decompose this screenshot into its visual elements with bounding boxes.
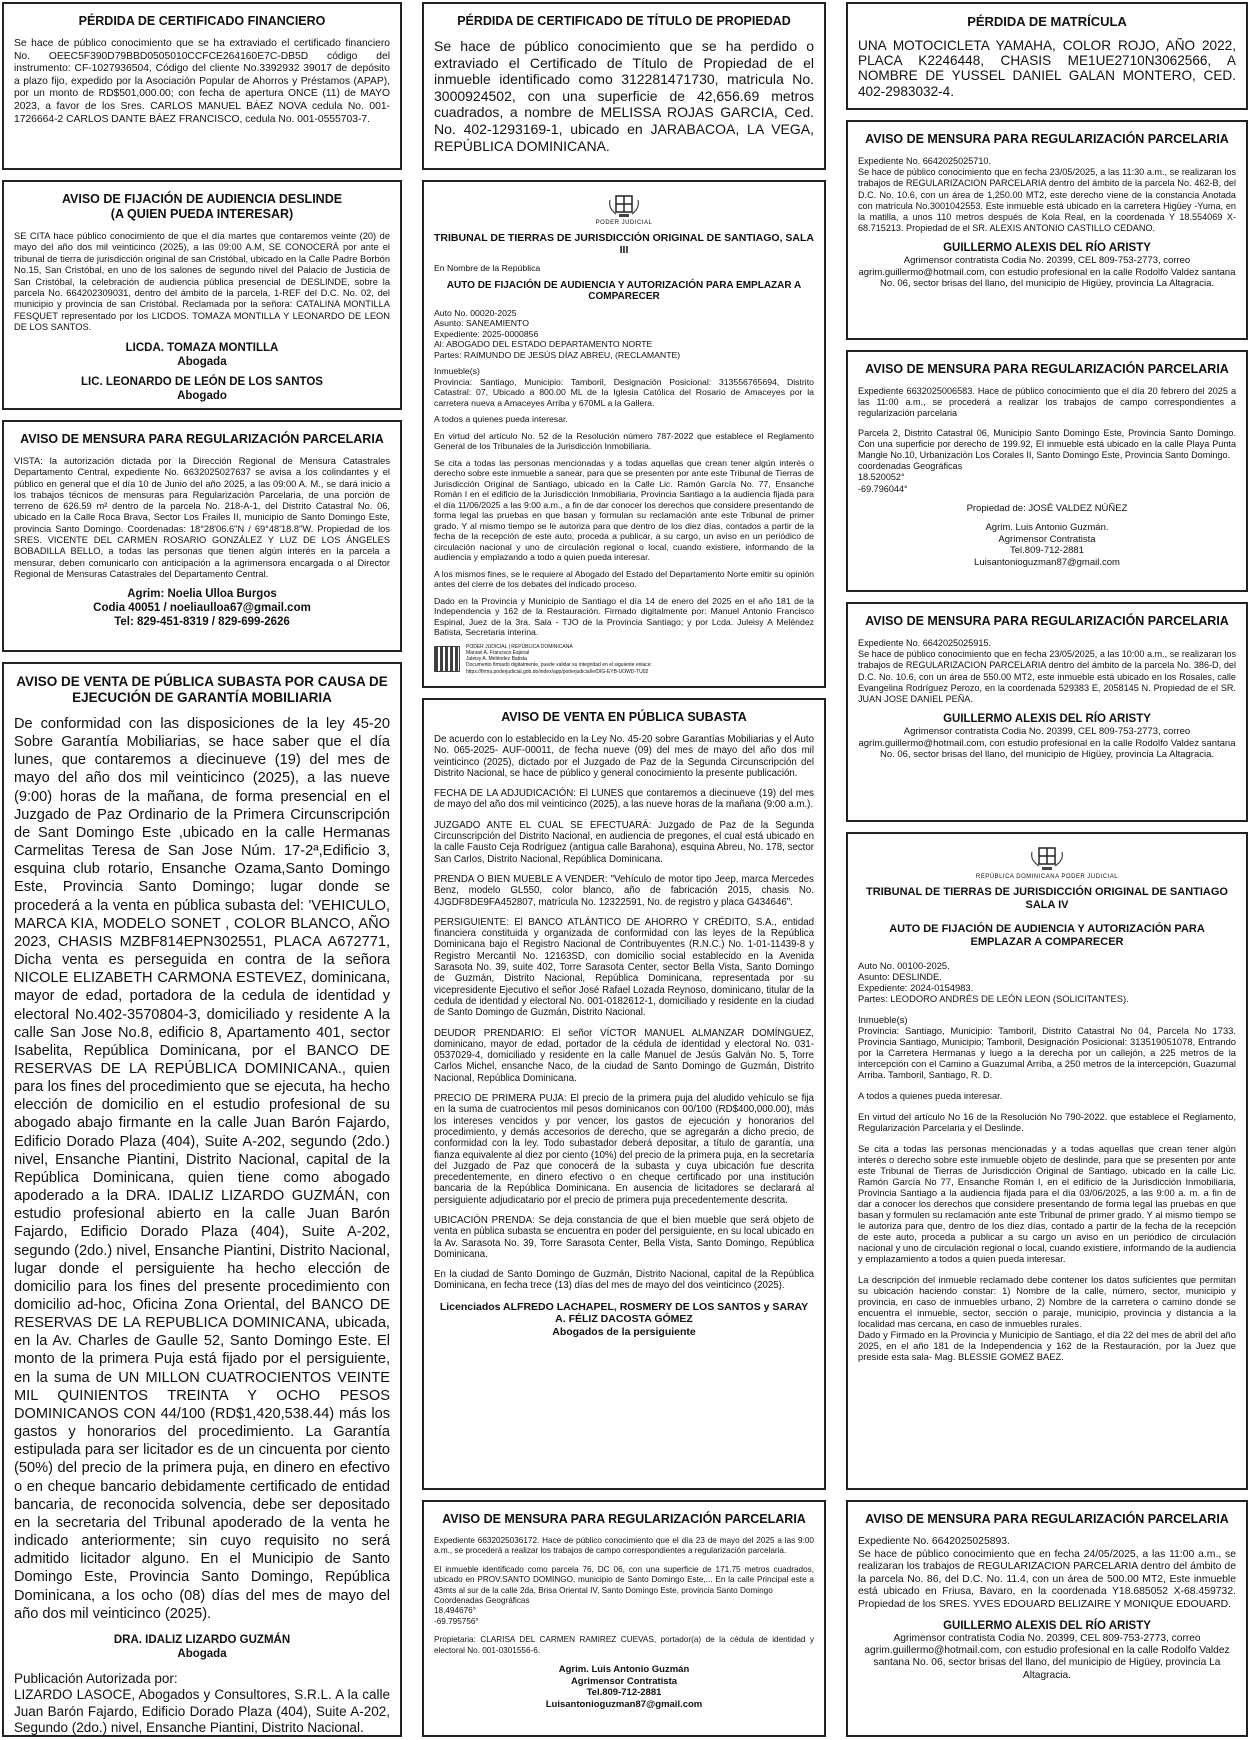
digital-signature-row: [434, 644, 814, 675]
notice-title: TRIBUNAL DE TIERRAS DE JURISDICCIÓN ORIGINAL DE SANTIAGO, SALA III: [434, 232, 814, 256]
notice-audiencia-deslinde: [2, 180, 402, 410]
notice-mensura-col1: [2, 420, 402, 652]
signature-name: GUILLERMO ALEXIS DEL RÍO ARISTY: [943, 242, 1151, 255]
notice-paragraph: FECHA DE LA ADJUDICACIÓN: El LUNES que contaremos a diecinueve (19) del mes de mayo del año dos mil veinticinco (2025), a las nueve horas de la mañana (9:00 a.m.).: [434, 788, 814, 811]
signature-names: Licenciados ALFREDO LACHAPEL, ROSMERY DE LOS SANTOS y SARAY A. FÉLIZ DACOSTA GÓMEZ: [439, 1300, 809, 1326]
notice-paragraph: En virtud del artículo No. 52 de la Resolución número 787-2022 que establece el Reglamento General de los Tribunales de la Jurisdicción Inmobiliaria.: [434, 430, 814, 451]
notice-title: AVISO DE MENSURA PARA REGULARIZACIÓN PARCELARIA: [442, 1512, 806, 1526]
coat-of-arms-icon: [1027, 844, 1067, 872]
notice-venta-publica-subasta: [422, 698, 826, 1490]
notice-paragraph: El inmueble identificado como parcela 76, DC 06, con una superficie de 171.75 metros cuadrados, ubicado en PROV.SANTO DOMINGO, municipio de Santo Domingo Este,... En la calle Principal este a 43mts al sur de la calle 2da, Brisa Oriental IV, Santo Domingo Este, provincia Santo Domingo Coordenadas Geográficas 18.494676° -69.795756°: [434, 1564, 814, 1626]
publication-intro: Publicación Autorizada por:: [14, 1670, 178, 1686]
coat-of-arms-icon: [607, 192, 641, 218]
signature-name: GUILLERMO ALEXIS DEL RÍO ARISTY: [943, 1619, 1151, 1632]
notice-paragraph: PERSIGUIENTE: El BANCO ATLÁNTICO DE AHORRO Y CRÉDITO, S.A., entidad financiera constituida y organizada de conformidad con las leyes de la República Dominicana bajo el Registro Nacional de Contribuyentes (R.N.C.) No. 1-01-11439-8 y Registro Mercantil No. 12163SD, con domicilio social establecido en la Avenida Sarasota No. 39, suite 402, Torre Sarasota Center, sector Bella Vista, Santo Domingo de Guzmán, Distrito Nacional, República Dominicana, representada por su vicepresidente Ejecutivo el señor José Rafael Lozada Reynoso, dominicano, titular de la cedula de identidad y electoral No. 001-0182612-1, domiciliado y residente en la ciudad de Santo Domingo de Guzmán, Distrito Nacional.: [434, 916, 814, 1019]
notice-body: Se hace de público conocimiento que se ha extraviado el certificado financiero No. OEEC5F390D79BBD0505010CCFCE264160E7C-DB5D código del instrumento: CF-1027936504, Código del cliente No.3392932 39017 de depósito a plazo fijo, expedido por la Asociación Popular de Ahorros y Préstamos (APAP), por un monto de RD$501,000.00; con fecha de apertura ONCE (11) de MAYO 2023, a favor de los Sres. CARLOS MANUEL BÁEZ NOVA cedula No. 001-1726664-2 CARLOS DANTE BÁEZ FRANCISCO, cedula No. 001-0555703-7.: [14, 38, 390, 125]
notice-mensura-col2: [422, 1500, 826, 1737]
digital-signature-text: PODER JUDICIAL | REPÚBLICA DOMINICANA Manuel A. Francisco Espinal Juleisy A. Meléndez Batista Documento firmado digitalmente, puede validar su integridad en el siguiente enlace: https://firma.poderjudicial.gob.do/index/app/poderjudicial/e/DIG-EYB-UOWD-TU02: [466, 643, 652, 675]
notice-certificado-financiero: [2, 2, 402, 170]
notice-body: VISTA: la autorización dictada por la Dirección Regional de Mensura Catastrales Departamento Central, expediente No. 6632025027637 se avisa a los colindantes y el público en general que el día 10 de Junio del año 2025, a las 09:00 A. M., se dará inicio a los trabajos técnicos de mensuras para Regularización Parcelaria, de una porción de terreno de 626.59 m² dentro de la parcela No. 218-A-1, del Distrito Catastral No. 06, ubicado en la Calle Roca Brava, Sector Los Frailes II, municipio de Santo Domingo Este, provincia Santo Domingo. Coordenadas: 18°28'06.6"N / 69°48'18.8"W. Propiedad de los SRES. VICENTE DEL CARMEN ROSARIO GONZÁLEZ Y LUZ DE LOS ÁNGELES BOBADILLA BELLO, a todas las personas que tienen algún interés en la parcela a mensurar, deben comunicarlo con anticipación a la agrimensora encargada o al Director Regional de Mensuras Catastrales del Departamento Central.: [14, 456, 390, 579]
notice-title: AVISO DE VENTA EN PÚBLICA SUBASTA: [501, 710, 747, 724]
signature-name: Agrim. Luis Antonio Guzmán.: [985, 522, 1109, 534]
notice-paragraph: Expediente 6632025006583. Hace de público conocimiento que el día 20 febrero del 2025 a las 11:00 a.m., se procederá a realizar los trabajos de campo correspondientes a regularización parcelaria: [858, 386, 1236, 419]
signature-role: Abogada: [177, 1647, 227, 1660]
notice-title: PÉRDIDA DE CERTIFICADO DE TÍTULO DE PROPIEDAD: [457, 14, 791, 28]
notice-paragraph: Se cita a todas las personas mencionadas y a todas aquellas que crean tener algún interés o derecho sobre este inmueble objeto de deslinde, para que se presenten por ante este Tribunal de Tierras de Jurisdicción Original de Santiago. ubicado en la calle Lic. Ramón García No 77, Ensanche Román I, en el edificio de la Jurisdicción Inmobiliaria, Provincia Santiago a la audiencia fijada para el día 03/06/2025, a las 9:00 a. m. a fin de dar a conocer los derechos que considere presentando de forma legal las pruebas en que basan y formulen su reclamación ante este Tribunal de primer grado. Y al mismo tiempo se le autoriza para que, dentro de los diez días, contado a partir de la fecha de la recepción de este auto, proceda a publicar a su cargo un aviso en un periódico de circulación nacional y uno de circulación regional o local, cuando existiere, informando de la audiencia y emplazamiento a todos a quien pueda interesar.: [858, 1143, 1236, 1264]
signature-phone: Tel.809-712-2881: [586, 1687, 662, 1699]
notice-body: UNA MOTOCICLETA YAMAHA, COLOR ROJO, AÑO 2022, PLACA K2246448, CHASIS ME1UE2710N3062566, A NOMBRE DE YUSSEL DANIEL GALAN MONTERO, CED. 402-2983032-4.: [858, 38, 1236, 99]
notice-body: Expediente No. 6642025025915. Se hace de público conocimiento que en fecha 23/05/2025, a las 10:00 a.m., se realizaran los trabajos de REGULARIZACION PARCELARIA dentro del ámbito de la parcela No. 386-D, del D.C. No. 10.6, con un área de 550.00 MT2, este inmueble está ubicado en los Rosales, calle Evangelina Rodríguez Perozo, en la coordenada 529383 E, 2058145 N. Propiedad de el SR. JUAN JOSE DANIEL PEÑA.: [858, 638, 1236, 705]
notice-tribunal-sala-iv: [846, 832, 1248, 1490]
signature-email: Luisantonioguzman87@gmail.com: [974, 556, 1120, 568]
signature-role: Abogados de la persiguiente: [552, 1325, 696, 1338]
logo-caption: PODER JUDICIAL: [595, 220, 653, 226]
notice-paragraph: Propietaria: CLARISA DEL CARMEN RAMIREZ CUEVAS, portador(a) de la cédula de identidad y electoral No. 001-0301556-6.: [434, 1635, 814, 1655]
notice-mensura-col3-1: [846, 120, 1248, 340]
notice-title: AVISO DE MENSURA PARA REGULARIZACIÓN PARCELARIA: [865, 614, 1229, 628]
notice-title: AVISO DE MENSURA PARA REGULARIZACIÓN PARCELARIA: [865, 1512, 1229, 1526]
notice-title: AVISO DE FIJACIÓN DE AUDIENCIA DESLINDE: [61, 192, 343, 206]
notice-paragraph: La descripción del inmueble reclamado debe contener los datos suficientes que permitan su ubicación haciendo constar: 1) Nombre de la calle, número, sector, municipio y provincia, en caso de inmuebles urbano, 2) Nombre de la carretera o camino donde se encuentra el inmueble, sector, sección o paraje, municipio, provincia y distancia a la localidad mas cercana, en caso de inmuebles rurales. Dado y Firmado en la Provincia y Municipio de Santiago, el día 22 del mes de abril del año 2025, en el año 181 de la Independencia y 162 de la Restauración, por la Juez que preside esta sala- Mag. BLESSIE GOMEZ BAEZ.: [858, 1274, 1236, 1362]
signature-role: Agrimensor Contratista: [570, 1675, 678, 1687]
notice-body: De conformidad con las disposiciones de la ley 45-20 Sobre Garantía Mobiliarias, se hace saber que el día lunes, que contaremos a diecinueve (19) del mes de mayo del año dos mil veinticinco (2025), a las nueve (9:00) horas de la mañana, de forma presencial en el Juzgado de Paz Ordinario de la Primera Circunscripción de Sant Domingo Este ,ubicado en la calle Hermanas Carmelitas Teresa de San Jose Núm. 17-2ª,Edificio 3, esquina club rotario, Ensanche Ozama,Santo Domingo Este, Provincia Santo Domingo; lugar donde se procederá a la venta en pública subasta del: 'VEHICULO, MARCA KIA, MODELO SONET , COLOR BLANCO, AÑO 2023, CHASIS MZBF814EPN302551, PLACA A672771, Dicha venta es perseguida en contra de la señora NICOLE ELIZABETH CARMONA ESTEVEZ, dominicana, mayor de edad, portadora de la cedula de identidad y electoral No.402-3570804-3, domiciliado y residente A la calle San Jose No.8, edificio 8, Apartamento 401, sector Isabelita, República Dominicana, por el BANCO DE RESERVAS DE LA REPÚBLICA DOMINICANA., quien para los fines del procedimiento que se ejecuta, ha hecho elección de domicilio en el estudio profesional de su abogado abajo firmante en la calle Juan Barón Fajardo, Edificio Dorado Plaza (404), Suite A-202, segundo (2do.) nivel, Ensanche Piantini, Distrito Nacional, capital de la República Dominicana, quien tiene como abogado apoderado a la DRA. IDALIZ LIZARDO GUZMÁN, con estudio profesional abierto en la calle Juan Barón Fajardo, Edificio Dorado Plaza (404), Suite A-202, segundo (2do.) nivel, Ensanche Piantini, Distrito Nacional, lugar donde el persiguiente ha hecho elección de domicilio para los fines del presente procedimiento con domicilio ad-hoc, Oficina Zona Oriental, del BANCO DE RESERVAS DE LA REPUBLICA DOMINICANA, ubicada, en la Av. Charles de Gaulle 52, Santo Domingo Este. El monto de la primera Puja está fijado por el persiguiente, en la suma de UN MILLON CUATROCIENTOS VEINTE MIL QUINIENTOS TREINTA Y OCHO PESOS DOMINICANOS CON 44/100 (RD$1,420,538.44) más los gastos y honorarios del procedimiento. La Garantía estipulada para ser licitador es de un cincuenta por ciento (50%) del precio de la primera puja, en dinero en efectivo o en cheque bancario debidamente certificado de entidad bancaria, de reconocida solvencia, debe ser depositado en la secretaria del Tribunal apoderado de la venta he indicado anteriormente; sin cuyo requisito no será admitido licitador alguno. En el Municipio de Santo Domingo Este, Provincia Santo Domingo, República Dominicana, a los ocho (08) días del mes de mayo del año dos mil veinticinco (2025).: [14, 716, 390, 1622]
auto-info: Auto No. 00020-2025 Asunto: SANEAMIENTO Expediente: 2025-0000856 Al: ABOGADO DEL ESTADO DEPARTAMENTO NORTE Partes: RAIMUNDO DE JESÚS DÍAZ ABREU, (RECLAMANTE): [434, 307, 681, 360]
notice-paragraph: JUZGADO ANTE EL CUAL SE EFECTUARÁ: Juzgado de Paz de la Segunda Circunscripción del Distrito Nacional, en audiencia de pregones, el cual está ubicado en la calle Fausto Ceja Rodríguez (antigua calle Barahona), esquina Abreu, No. 178, sector San Carlos, Distrito Nacional, República Dominicana.: [434, 819, 814, 865]
notice-line: En Nombre de la República: [434, 263, 541, 273]
notice-body: Se hace de público conocimiento que se ha perdido o extraviado el Certificado de Título de Propiedad de el inmueble identificado como 312281471730, matricula No. 3000924502, con una superficie de 42,656.69 metros cuadrados, a nombre de MELISSA ROJAS GARCIA, Ced. No. 402-1293169-1, ubicado en JARABACOA, LA VEGA, REPÚBLICA DOMINICANA.: [434, 38, 814, 154]
notice-title: AVISO DE MENSURA PARA REGULARIZACIÓN PARCELARIA: [865, 132, 1229, 146]
notice-paragraph: PRECIO DE PRIMERA PUJA: El precio de la primera puja del aludido vehículo se fija en la suma de cuatrocientos mil pesos dominicanos con 00/100 (RD$400,000.00), más los intereses vencidos y por vencer, los gastos de ejecución y honorarios del procedimiento, y demás accesorios de derecho, que se agregarán a dicho precio, de conformidad con la ley. Todo subastador deberá depositar, a título de garantía, una fianza equivalente al diez por ciento (10%) del precio de la primera puja, en la secretaría del Juzgado de Paz que conocerá de la subasta y cuya ubicación fue descrita precedentemente, en dinero efectivo o en cheque certificado por una institución bancaria de la República Dominicana. En ausencia de licitadores se declarará al persiguiente adjudicatario por el precio de primera puja precedentemente descrita.: [434, 1093, 814, 1206]
notice-mensura-col3-2: [846, 350, 1248, 592]
signature-role: Abogado: [177, 389, 227, 402]
notice-paragraph: A todos a quienes pueda interesar.: [434, 414, 568, 424]
notice-paragraph: Parcela 2, Distrito Catastral 06, Municipio Santo Domingo Este, Provincia Santo Domingo. Con una superficie por derecho de 199.92, El inmueble está ubicado en la calle Playa Punta Mangle No.10, Urbanización Los Corales II, Santo Domingo Este, Provincia Santo Domingo. coordenadas Geográficas 18.520052° -69.796044°: [858, 427, 1236, 494]
signature-name: LIC. LEONARDO DE LEÓN DE LOS SANTOS: [81, 375, 323, 388]
notice-paragraph: A los mismos fines, se le requiere al Abogado del Estado del Departamento Norte emitir su opinión antes del cierre de los debates del indicado proceso.: [434, 568, 814, 589]
signature-line: Tel: 829-451-8319 / 829-699-2626: [114, 616, 290, 629]
notice-title: PÉRDIDA DE MATRÍCULA: [967, 14, 1127, 29]
notice-subtitle: (A QUIEN PUEDA INTERESAR): [110, 207, 294, 221]
notice-mensura-col3-3: [846, 602, 1248, 822]
signature-name: Agrim. Luis Antonio Guzmán: [558, 1664, 690, 1676]
notice-paragraph: Se cita a todas las personas mencionadas y a todas aquellas que crean tener algún interés o derecho sobre este inmueble a sanear, para que se presenten por ante este Tribunal de Tierras de Jurisdicción Original de Santiago, ubicado en la Calle Lic. Ramón García No. 77, Ensanche Román I en el edificio de la Jurisdicción Inmobiliaria, Provincia Santiago a la audiencia fijada para el día 11/06/2025 a las 9:00 a.m., a fin de dar conocer los derechos que considere presentando de forma legal las pruebas en que basan y formulan su reclamación ante este Tribunal de primer grado. Y al mismo tiempo se le autoriza para que dentro de los diez días, contados a partir de la fecha de la recepción de este auto, proceda a publicar, a su cargo, un aviso en un periódico de circulación nacional y uno de circulación regional o local, cuando existiere, informando de la audiencia y emplazando a todo a quien pueda interesar.: [434, 457, 814, 562]
notice-body: Expediente No. 6642025025710. Se hace de público conocimiento que en fecha 23/05/2025, a las 11:30 a.m., se realizaran los trabajos de REGULARIZACION PARCELARIA dentro del ámbito de la parcela No. 462-B, del D.C. No. 10.6, con un área de 1,250.00 MT2, este derecho viene de la constancia Anotada con matrícula No.3001042553. Este inmueble está ubicado en la carretera Higüey -Yuma, en la matilla, a unos 110 metros después de Kola Real, en la coordenada Y 18.554069 X-68.715213. Propiedad de el SR. ALEXIS ANTONIO CASTILLO CEDANO.: [858, 156, 1236, 234]
notice-title: TRIBUNAL DE TIERRAS DE JURISDICCIÓN ORIGINAL DE SANTIAGO SALA IV: [865, 886, 1228, 911]
logo-caption: REPÚBLICA DOMINICANA PODER JUDICIAL: [975, 874, 1119, 880]
auto-title: AUTO DE FIJACIÓN DE AUDIENCIA Y AUTORIZACIÓN PARA EMPLAZAR A COMPARECER: [889, 923, 1205, 948]
signature-phone: Tel.809-712-2881: [1010, 545, 1084, 557]
signature-name: DRA. IDALIZ LIZARDO GUZMÁN: [113, 1633, 291, 1646]
notice-tribunal-sala-iii: [422, 180, 826, 688]
owner-line: Propiedad de: JOSÉ VALDEZ NÚÑEZ: [966, 502, 1128, 514]
notice-paragraph: UBICACIÓN PRENDA: Se deja constancia de que el bien mueble que será objeto de venta en pública subasta se encuentra en poder del persiguiente, en su local ubicado en la Av. Sarasota No. 39, Torre Sarasota Center, Bella Vista, Santo Domingo, República Dominicana.: [434, 1214, 814, 1260]
inmueble: Inmueble(s) Provincia: Santiago, Municipio: Tamboril, Distrito Catastral No 04, Parcela No 1733. Provincia Santiago, Municipio; Tamboril, Designación Posicional: 313519051078, Entrando por la Carretera Hermanas y luego a la derecha por un callejón, a 225 metros de la intercepción con el Camino a Guazumal Arriba, a 250 metros de la intercepción, Guazumal Arriba. Tamboril, Santiago, R. D.: [858, 1014, 1236, 1080]
notice-titulo-propiedad: [422, 2, 826, 170]
notice-title: AVISO DE MENSURA PARA REGULARIZACIÓN PARCELARIA: [865, 362, 1229, 376]
notice-mensura-col3-4: [846, 1500, 1248, 1737]
notice-body: Expediente No. 6642025025893. Se hace de público conocimiento que en fecha 24/05/2025, a las 11:00 a.m., se realizaran los trabajos de REGULARIZACION PARCELARIA dentro del ámbito de la parcela No. 86, del D.C. No. 11.4, con un área de 500.00 MT2, Este inmueble está ubicado en Friusa, Bavaro, en la coordenada Y18.685052 X-68.459732. Propiedad de los SRES. YVES EDOUARD BELIZAIRE Y MONIQUE EDOUARD.: [858, 1536, 1236, 1610]
signature-details: Agrimensor contratista Codia No. 20399, CEL 809-753-2773, correo agrim.guillermo@hotmail.com, con estudio profesional en la calle Rodolfo Valdez santana No. 06, sector brisas del llano, del municipio de Higüey, provincia La Altagracia.: [864, 1632, 1230, 1681]
auto-title: AUTO DE FIJACIÓN DE AUDIENCIA Y AUTORIZACIÓN PARA EMPLAZAR A COMPARECER: [446, 279, 802, 302]
notice-title: PÉRDIDA DE CERTIFICADO FINANCIERO: [78, 14, 326, 28]
auto-info: Auto No. 00100-2025. Asunto: DESLINDE. Expediente: 2024-0154983. Partes: LEODORO ANDRÉS DE LEÓN LEON (SOLICITANTES).: [858, 960, 1129, 1004]
signature-role: Abogada: [177, 355, 227, 368]
signature-details: Agrimensor contratista Codia No. 20399, CEL 809-753-2773, correo agrim.guillermo@hotmail.com, con estudio profesional en la calle Rodolfo Valdez santana No. 06, sector brisas del llano, del municipio de Higüey, provincia La Altagracia.: [858, 726, 1236, 761]
notice-paragraph: DEUDOR PRENDARIO: El señor VÍCTOR MANUEL ALMANZAR DOMÍNGUEZ, dominicano, mayor de edad, portador de la cédula de identidad y electoral No. 031-0537029-4, domiciliado y residente en la calle Manuel de Jesús Galván No. 5, Torre Carlos Michel, ensanche Naco, de la ciudad de Santo Domingo de Guzmán, Distrito Nacional, República Dominicana.: [434, 1027, 814, 1084]
notice-subasta-garantia: [2, 662, 402, 1737]
signature-line: Codia 40051 / noeliaulloa67@gmail.com: [93, 602, 311, 615]
notice-paragraph: PRENDA O BIEN MUEBLE A VENDER: "Vehículo de motor tipo Jeep, marca Mercedes Benz, modelo GL550, color blanco, año de fabricación 2015, chasis No. 4JGDF8DE9FA452807, matrícula No. 12322591, No. de registro y placa G434646".: [434, 873, 814, 908]
notice-paragraph: De acuerdo con lo establecido en la Ley No. 45-20 sobre Garantías Mobiliarias y el Auto No. 065-2025- AUF-00011, de fecha nueve (09) del mes de mayo del año dos mil veinticinco (2025), dictado por el Juzgado de Paz de la Segunda Circunscripción del Distrito Nacional, se hace de público y general conocimiento la presente publicación.: [434, 734, 814, 779]
signature-name: Agrim: Noelia Ulloa Burgos: [127, 588, 277, 601]
notice-paragraph: Dado en la Provincia y Municipio de Santiago el día 14 de enero del 2025 en el año 181 de la Independencia y 162 de la Restauración. Firmado digitalmente por: Manuel Antonio Francisco Espinal, Juez de la 3ra. Sala - TJO de la Provincia Santiago; y por Lcda. Juleisy A Meléndez Batista, Secretaria interina.: [434, 595, 814, 637]
signature-name: LICDA. TOMAZA MONTILLA: [125, 341, 279, 354]
notice-paragraph: A todos a quienes pueda interesar.: [858, 1090, 1003, 1101]
notice-title: AVISO DE VENTA DE PÚBLICA SUBASTA POR CAUSA DE EJECUCIÓN DE GARANTÍA MOBILIARIA: [16, 674, 388, 705]
notice-paragraph: En virtud del artículo No 16 de la Resolución No 790-2022. que establece el Reglamento, Regularización Parcelaria y el Deslinde.: [858, 1111, 1236, 1133]
signature-name: GUILLERMO ALEXIS DEL RÍO ARISTY: [943, 713, 1151, 726]
notice-paragraph: En la ciudad de Santo Domingo de Guzmán, Distrito Nacional, capital de la República Dominicana, en fecha trece (13) días del mes de mayo del dos veinticinco (2025).: [434, 1269, 814, 1292]
notice-paragraph: Expediente 6632025036172. Hace de público conocimiento que el día 23 de mayo del 2025 a las 9:00 a.m., se procederá a realizar los trabajos de campo correspondientes a regularización parcelaria.: [434, 1536, 814, 1556]
signature-email: Luisantonioguzman87@gmail.com: [545, 1698, 703, 1710]
publication-body: LIZARDO LASOCE, Abogados y Consultores, S.R.L. A la calle Juan Barón Fajardo, Edificio Dorado Plaza (404), Suite A-202, Segundo (2do.) nivel, Ensanche Piantini, Distrito Nacional.: [14, 1687, 390, 1736]
signature-details: Agrimensor contratista Codia No. 20399, CEL 809-753-2773, correo agrim.guillermo@hotmail.com, con estudio profesional en la calle Rodolfo Valdez santana No. 06, sector brisas del llano, del municipio de Higüey, provincia La Altagracia.: [858, 255, 1236, 290]
notice-title: AVISO DE MENSURA PARA REGULARIZACIÓN PARCELARIA: [20, 432, 384, 446]
notice-perdida-matricula: [846, 2, 1248, 110]
inmueble: Inmueble(s) Provincia: Santiago, Municipio: Tamboril, Designación Posicional: 313556765694, Distrito Catastral: 07, Ubicado a 800.00 ML de la Iglesia Católica del Rosario de Amaceyes por la carretera nueva a Amaceyes Arriba y 670ML a la Gallera.: [434, 366, 814, 408]
qr-code-icon: [434, 646, 460, 672]
signature-role: Agrimensor Contratista: [998, 533, 1096, 545]
notice-body: SE CITA hace público conocimiento de que el día martes que contaremos veinte (20) de mayo del año dos mil veinticinco (2025), a las 09:00 A.M, SE CONOCERÁ por ante el tribunal de tierra de jurisdicción original de san Cristóbal, ubicado en la Calle Padre Borbón No.15, San Cristóbal, en uno de los salones de segundo nivel del Palacio de Justicia de San Cristóbal, la celebración de audiencia pública presencial de DESLINDE, sobre la parcela No. 664202309031, dentro del ámbito de la parcela, 1-REF del D.C. No. 02, del municipio y provincia de san Cristóbal. Reclamada por la señora: CATALINA MONTILLA FESQUET representado por los LICDOS. TOMAZA MONTILLA Y LEONARDO DE LEON DE LOS SANTOS.: [14, 231, 390, 333]
